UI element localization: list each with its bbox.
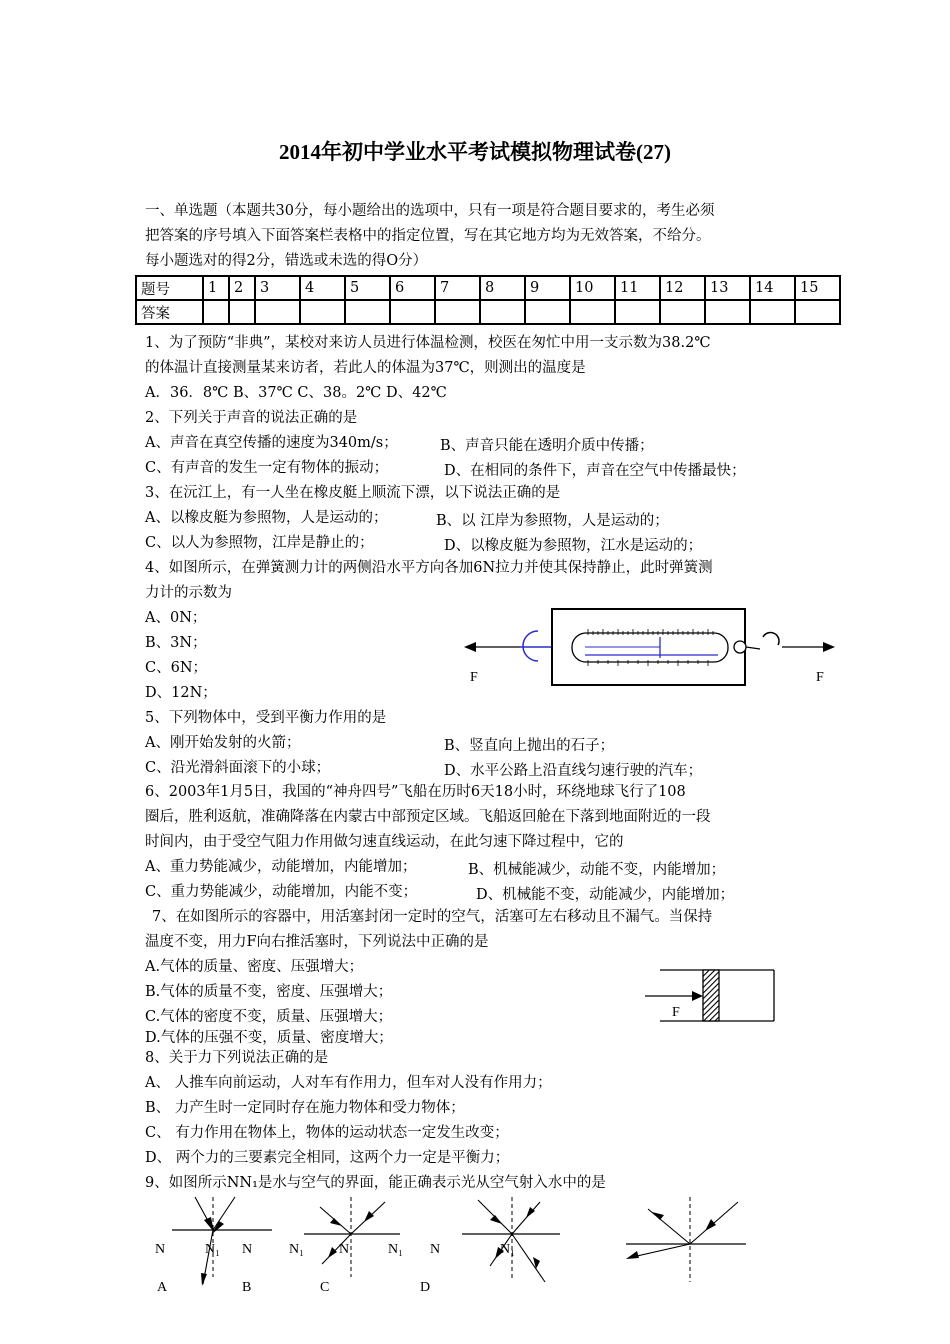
- q9-label-n1: N₁: [500, 1242, 515, 1257]
- q9-label-n1: N₁: [205, 1242, 220, 1257]
- q3-option-b: B、以 江岸为参照物，人是运动的；: [436, 513, 669, 529]
- q7-line-2: 温度不变，用力F向右推活塞时，下列说法中正确的是: [145, 934, 489, 950]
- piston-container-figure: [640, 965, 785, 1030]
- answer-cell[interactable]: [345, 300, 390, 324]
- q4-line-1: 4、如图所示，在弹簧测力计的两侧沿水平方向各加6N拉力并使其保持静止，此时弹簧测: [145, 560, 713, 576]
- table-cell: 2: [229, 276, 255, 300]
- q9-label-n: N: [155, 1242, 166, 1257]
- answer-cell[interactable]: [570, 300, 615, 324]
- table-cell: 14: [750, 276, 795, 300]
- q4-line-2: 力计的示数为: [145, 585, 232, 601]
- q9-label-n1: N₁: [289, 1242, 304, 1257]
- q3-stem: 3、在沅江上，有一人坐在橡皮艇上顺流下漂，以下说法正确的是: [145, 485, 561, 501]
- spring-scale-figure: [460, 605, 840, 690]
- q9-label-n1: N₁: [388, 1242, 403, 1257]
- refraction-figures: [140, 1192, 780, 1302]
- answer-cell[interactable]: [660, 300, 705, 324]
- q4-option-d: D、12N；: [145, 685, 217, 701]
- q4-force-left-label: F: [470, 670, 478, 685]
- section-intro-line-3: 每小题选对的得2分，错选或未选的得O分）: [145, 253, 428, 269]
- q9-figure-label-d: D: [420, 1280, 431, 1295]
- q5-option-b: B、竖直向上抛出的石子；: [444, 738, 615, 754]
- table-cell: 13: [705, 276, 750, 300]
- q8-option-b: B、 力产生时一定同时存在施力物体和受力物体；: [145, 1100, 465, 1116]
- q7-option-c: C.气体的密度不变，质量、压强增大；: [145, 1009, 393, 1025]
- answer-cell[interactable]: [480, 300, 525, 324]
- table-row-numbers: [136, 276, 840, 300]
- table-cell: 6: [390, 276, 435, 300]
- table-row-answers: [136, 300, 840, 324]
- q7-option-b: B.气体的质量不变，密度、压强增大；: [145, 984, 393, 1000]
- q2-option-b: B、声音只能在透明介质中传播；: [440, 438, 654, 454]
- table-cell: 8: [480, 276, 525, 300]
- q6-line-2: 圈后，胜利返航，准确降落在内蒙古中部预定区域。飞船返回舱在下落到地面附近的一段: [145, 809, 711, 825]
- refraction-figure-c: [304, 1197, 400, 1277]
- q5-option-d: D、水平公路上沿直线匀速行驶的汽车；: [444, 763, 703, 779]
- answer-cell[interactable]: [525, 300, 570, 324]
- table-cell: 10: [570, 276, 615, 300]
- refraction-figure-extra: [626, 1197, 746, 1282]
- table-cell: 3: [255, 276, 300, 300]
- q4-force-right-label: F: [816, 670, 824, 685]
- q8-stem: 8、关于力下列说法正确的是: [145, 1050, 329, 1066]
- table-cell: 1: [203, 276, 229, 300]
- q9-label-n: N: [430, 1242, 441, 1257]
- q6-option-d: D、机械能不变，动能减少，内能增加；: [476, 887, 735, 903]
- answer-cell[interactable]: [300, 300, 345, 324]
- q5-option-a: A、刚开始发射的火箭；: [145, 735, 301, 751]
- section-intro-line-2: 把答案的序号填入下面答案栏表格中的指定位置，写在其它地方均为无效答案，不给分。: [145, 228, 711, 244]
- table-cell: 15: [795, 276, 840, 300]
- q8-option-c: C、 有力作用在物体上，物体的运动状态一定发生改变；: [145, 1125, 509, 1141]
- answer-table: [135, 275, 841, 325]
- answer-cell[interactable]: [203, 300, 229, 324]
- table-cell: 11: [615, 276, 660, 300]
- q7-option-d: D.气体的压强不变，质量、密度增大；: [145, 1030, 393, 1046]
- q9-figure-label-a: A: [157, 1280, 168, 1295]
- q6-line-3: 时间内，由于受空气阻力作用做匀速直线运动，在此匀速下降过程中，它的: [145, 834, 624, 850]
- q2-stem: 2、下列关于声音的说法正确的是: [145, 410, 358, 426]
- answer-cell[interactable]: [435, 300, 480, 324]
- answer-cell[interactable]: [229, 300, 255, 324]
- q7-force-label: F: [672, 1005, 680, 1020]
- q3-option-c: C、以人为参照物，江岸是静止的；: [145, 535, 374, 551]
- table-cell: 12: [660, 276, 705, 300]
- q6-option-c: C、重力势能减少，动能增加，内能不变；: [145, 884, 418, 900]
- q4-option-c: C、6N；: [145, 660, 208, 676]
- q6-option-a: A、重力势能减少，动能增加，内能增加；: [145, 859, 417, 875]
- table-cell: 9: [525, 276, 570, 300]
- q2-option-c: C、有声音的发生一定有物体的振动；: [145, 460, 389, 476]
- q7-line-1: 7、在如图所示的容器中，用活塞封闭一定时的空气，活塞可左右移动且不漏气。当保持: [152, 909, 713, 925]
- q1-line-2: 的体温计直接测量某来访者，若此人的体温为37℃，则测出的温度是: [145, 360, 586, 376]
- q8-option-d: D、 两个力的三要素完全相同，这两个力一定是平衡力；: [145, 1150, 510, 1166]
- q9-label-n: N: [339, 1242, 350, 1257]
- q6-line-1: 6、2003年1月5日，我国的“神舟四号”飞船在历时6天18小时，环绕地球飞行了108: [145, 784, 686, 800]
- table-cell: 7: [435, 276, 480, 300]
- q5-option-c: C、沿光滑斜面滚下的小球；: [145, 760, 331, 776]
- row-label-answer: 答案: [136, 300, 203, 324]
- refraction-figure-d: [462, 1197, 560, 1282]
- q5-stem: 5、下列物体中，受到平衡力作用的是: [145, 710, 387, 726]
- answer-cell[interactable]: [750, 300, 795, 324]
- q4-option-b: B、3N；: [145, 635, 207, 651]
- q9-label-n: N: [242, 1242, 253, 1257]
- q2-option-d: D、在相同的条件下，声音在空气中传播最快；: [444, 463, 746, 479]
- q3-option-d: D、以橡皮艇为参照物，江水是运动的；: [444, 538, 703, 554]
- page-title: 2014年初中学业水平考试模拟物理试卷(27): [279, 140, 671, 164]
- q8-option-a: A、 人推车向前运动，人对车有作用力，但车对人没有作用力；: [145, 1075, 552, 1091]
- q1-line-1: 1、为了预防“非典”，某校对来访人员进行体温检测，校医在匆忙中用一支示数为38.2℃: [145, 335, 711, 351]
- answer-cell[interactable]: [705, 300, 750, 324]
- table-cell: 5: [345, 276, 390, 300]
- answer-cell[interactable]: [795, 300, 840, 324]
- q9-figure-label-b: B: [242, 1280, 252, 1295]
- answer-cell[interactable]: [390, 300, 435, 324]
- q9-stem: 9、如图所示NN₁是水与空气的界面，能正确表示光从空气射入水中的是: [145, 1175, 606, 1191]
- q1-options: A．36．8℃ B、37℃ C、38。2℃ D、42℃: [145, 385, 447, 401]
- refraction-figure-a: [172, 1197, 272, 1286]
- row-label-number: 题号: [136, 276, 203, 300]
- answer-cell[interactable]: [255, 300, 300, 324]
- section-intro-line-1: 一、单选题（本题共30分，每小题给出的选项中，只有一项是符合题目要求的，考生必须: [145, 203, 715, 219]
- q3-option-a: A、以橡皮艇为参照物，人是运动的；: [145, 510, 388, 526]
- q9-figure-label-c: C: [320, 1280, 330, 1295]
- q6-option-b: B、机械能减少，动能不变，内能增加；: [468, 862, 726, 878]
- q2-option-a: A、声音在真空传播的速度为340m/s；: [145, 435, 398, 451]
- table-cell: 4: [300, 276, 345, 300]
- answer-cell[interactable]: [615, 300, 660, 324]
- q4-option-a: A、0N；: [145, 610, 207, 626]
- q7-option-a: A.气体的质量、密度、压强增大；: [145, 959, 364, 975]
